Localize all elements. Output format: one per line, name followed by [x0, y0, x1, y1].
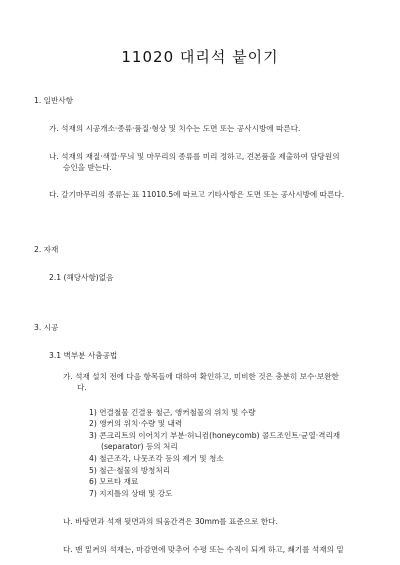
- section-1-item-da: 다. 갈기마무리의 종류는 표 11010.5에 따르고 기타사항은 도면 또는 공사시방에 따른다.: [49, 190, 345, 199]
- section-3-heading: 3. 시공: [34, 323, 59, 332]
- section-3-item-ga-line1: 가. 석재 설치 전에 다음 항목들에 대하여 확인하고, 미비한 것은 충분히 보수·보완한: [63, 372, 339, 381]
- list-item-continuation: (separator) 등의 처리: [101, 442, 178, 451]
- list-item: 6) 모르타 재료: [89, 477, 139, 486]
- section-3-item-na: 나. 바탕면과 석재 뒷면과의 띄움간격은 30mm를 표준으로 한다.: [63, 517, 278, 526]
- list-item: 1) 연결철물 긴결용 철근, 앵커철물의 위치 및 수량: [89, 408, 256, 417]
- page-title: 11020 대리석 붙이기: [121, 48, 279, 66]
- section-3-subheading: 3.1 벽부분 사춤공법: [49, 351, 118, 360]
- section-3-item-da: 다. 맨 밑켜의 석재는, 마감면에 맞추어 수평 또는 수직이 되게 하고, 쐐기를 석재의 밑: [63, 545, 344, 554]
- section-1-item-ga: 가. 석재의 시공개소·종류·품질·형상 및 치수는 도면 또는 공사시방에 따른다.: [49, 124, 301, 133]
- list-item: 7) 지지틀의 상태 및 강도: [89, 489, 173, 498]
- section-3-item-ga-line2: 다.: [77, 383, 87, 392]
- section-2-heading: 2. 자재: [34, 245, 59, 254]
- section-2-item: 2.1 (해당사항)없음: [49, 273, 114, 282]
- list-item: 4) 철근조각, 나뭇조각 등의 제거 및 청소: [89, 454, 224, 463]
- list-item: 2) 앵커의 위치·수량 및 내력: [89, 419, 183, 428]
- section-1-item-na-line2: 승인을 받는다.: [63, 163, 112, 172]
- list-item: 3) 콘크리트의 이어치기 부분·허니컴(honeycomb) 콜드조인트·균열·격리재: [89, 431, 341, 440]
- list-item: 5) 철근·철물의 방청처리: [89, 466, 171, 475]
- section-1-heading: 1. 일반사항: [34, 96, 74, 105]
- section-1-item-na-line1: 나. 석재의 재질·색깔·무늬 및 마무리의 종류를 미리 정하고, 견본품을 제출하여 담당원의: [49, 152, 340, 161]
